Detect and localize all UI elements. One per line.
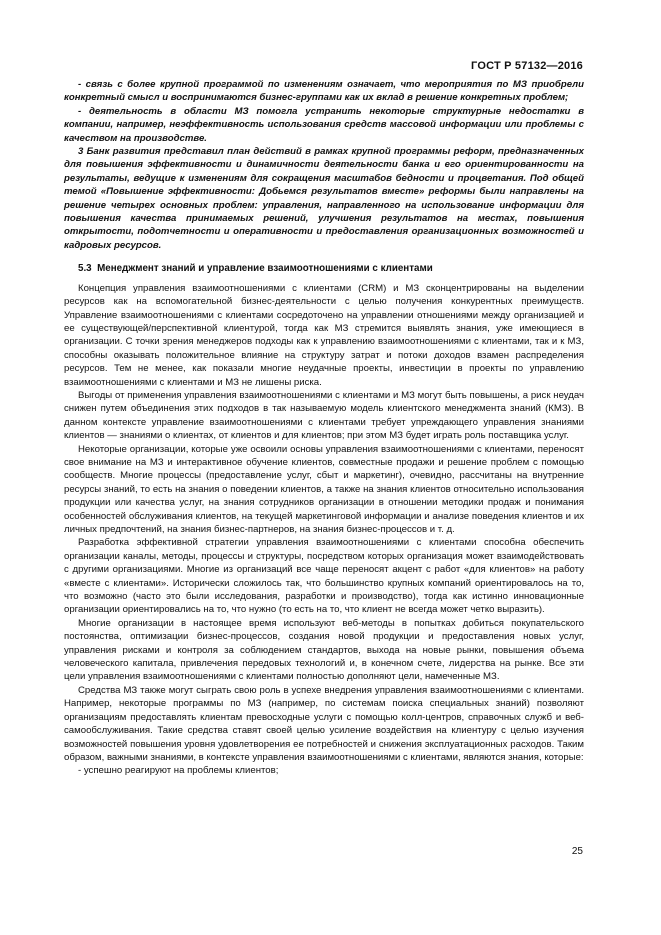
standard-header: ГОСТ Р 57132—2016 <box>471 60 583 72</box>
italic-paragraph-1: - связь с более крупной программой по изменениям означает, что мероприятия по МЗ приобрели конкретный смысл и воспринимаются бизнес-группами как их вклад в решение конкретных проблем; <box>64 79 584 104</box>
paragraph-1: Концепция управления взаимоотношениями с клиентами (CRM) и МЗ сконцентрированы на выделении ресурсов как на вспомогательной бизнес-деятельности с целью получения конкурентных преимуществ. Управление взаимоотношениями с клиентами сосредоточено на управлении отношениями между организацией и ее существующей/перспективной клиентурой, тогда как МЗ стремится выявлять знания, уже имеющиеся в организации. С точки зрения менеджеров подходы как к управлению взаимоотношениями с клиентами, так и к МЗ, способны оказывать положительное влияние на структуру затрат и потоки доходов взамен распределения ресурсов. Тем не менее, как показали многие неудачные проекты, инвестиции в проекты по управлению взаимоотношениями с клиентами и МЗ не лишены риска. <box>64 282 584 388</box>
section-title: Менеджмент знаний и управление взаимоотношениями с клиентами <box>97 263 433 275</box>
paragraph-3: Некоторые организации, которые уже освоили основы управления взаимоотношениями с клиентами, переносят свое внимание на МЗ и интерактивное обучение клиентов, совместные продажи и решение проблем с помощью сообществ. Многие процессы (предоставление услуг, сбыт и маркетинг), очевидно, рассчитаны на внутренние ресурсы знаний, то есть на знания о поведении клиентов, а также на знания клиентов относительно использования продукции или качества услуг, на знания сотрудников организации в отношении методики продаж и понимания особенностей обслуживания клиентов, на текущей маркетинговой информации и анализе поведения клиентов и их личных предпочтений, на знания бизнес-партнеров, на знания бизнес-процессов и т. д. <box>64 443 584 535</box>
italic-paragraph-2: - деятельность в области МЗ помогла устранить некоторые структурные недостатки в компании, например, неэффективность использования средств массовой информации или проблемы с качеством на производстве. <box>64 105 584 144</box>
paragraph-2: Выгоды от применения управления взаимоотношениями с клиентами и МЗ могут быть повышены, а риск неудач снижен путем объединения этих подходов в так называемую модель клиентского менеджмента знаний (КМЗ). В данном контексте управление взаимоотношениями с клиентами требует упреждающего управления знаниями клиентов — знаниями о клиентах, от клиентов и для клиентов; при этом МЗ будет играть роль поставщика услуг. <box>64 389 584 442</box>
italic-paragraph-3: 3 Банк развития представил план действий в рамках крупной программы реформ, предназначенных для повышения эффективности и динамичности деятельности банка и его ориентированности на результаты, ведущие к изменениям для сокращения масштабов бедности и процветания. Под общей темой «Повышение эффективности: Добьемся результатов вместе» реформы были направлены на решение четырех основных проблем: управления, направленного на использование информации для повышения качества принимаемых решений, улучшения результатов на местах, повышения открытости, подотчетности и оперативности и предоставления организационных возможностей и кадровых ресурсов. <box>64 146 584 251</box>
paragraph-4: Разработка эффективной стратегии управления взаимоотношениями с клиентами способна обеспечить организации каналы, методы, процессы и структуры, посредством которых организация может взаимодействовать с другими организациями. Многие из организаций все чаще переносят акцент с работ «для клиентов» на работу «вместе с клиентами». Исторически сложилось так, что большинство крупных компаний ориентировалось на то, что возможно (часто это были исследования, разработки и производство), тогда как истинно инновационные организации ориентировались на то, что нужно (то есть на то, что клиент не всегда может четко выразить). <box>64 537 584 616</box>
page-content <box>64 78 584 778</box>
page-number: 25 <box>571 846 583 857</box>
section-number: 5.3 <box>78 263 92 275</box>
paragraph-7: - успешно реагируют на проблемы клиентов; <box>78 765 279 777</box>
section-heading <box>64 262 584 275</box>
paragraph-6: Средства МЗ также могут сыграть свою роль в успехе внедрения управления взаимоотношениями с клиентами. Например, некоторые программы по МЗ (например, по системам поиска специальных знаний) позволяют организациям предоставлять клиентам превосходные услуги с помощью колл-центров, справочных служб и веб-самообслуживания. Такие средства ставят своей целью усиление воздействия на клиентуру с целью изучения возможностей повышения уровня удовлетворения ее потребностей и снижения эксплуатационных расходов. Таким образом, важными знаниями, в контексте управления взаимоотношениями с клиентами, являются знания, которые: <box>64 684 584 763</box>
paragraph-5: Многие организации в настоящее время используют веб-методы в попытках добиться покупательского постоянства, оптимизации бизнес-процессов, создания новой продукции и предоставления новых услуг, управления рисками и контроля за соблюдением стандартов, выхода на новые рынки, повышения объема человеческого капитала, привлечения передовых технологий и, в конечном счете, лидерства на рынке. Все эти цели управления взаимоотношениями с клиентами полностью дополняют цели, намеченные МЗ. <box>64 617 584 683</box>
